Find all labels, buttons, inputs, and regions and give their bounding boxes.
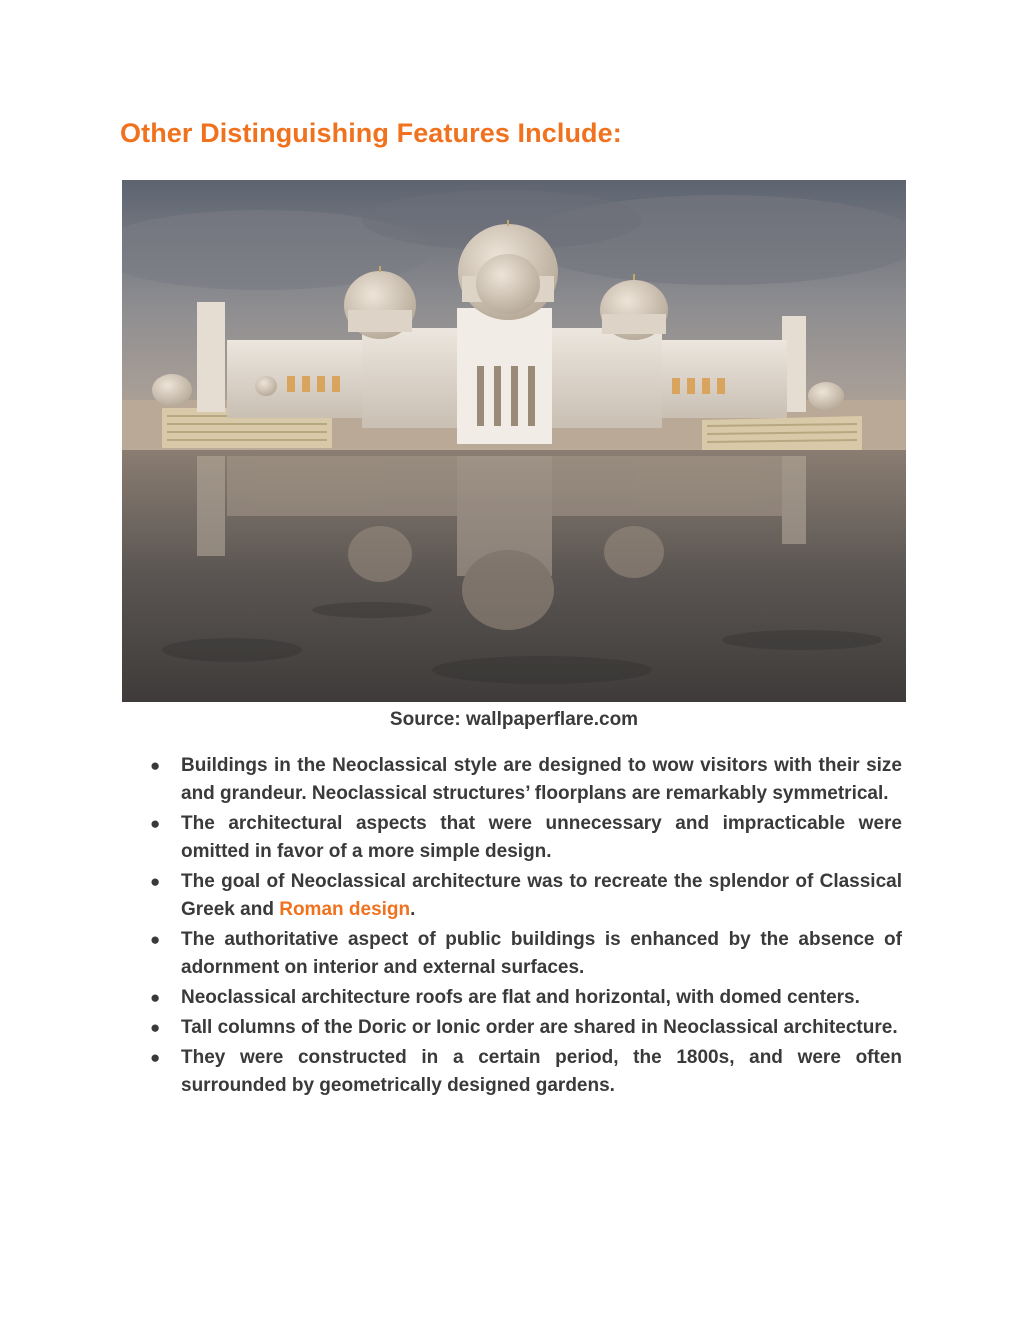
- list-item-text: The authoritative aspect of public buildings is enhanced by the absence of adornment on interior and external surfaces.: [181, 929, 902, 978]
- mosque-illustration: [122, 180, 906, 702]
- list-item-text: Neoclassical architecture roofs are flat and horizontal, with domed centers.: [181, 987, 860, 1008]
- list-item-text: The architectural aspects that were unnecessary and impracticable were omitted in favor of a more simple design.: [181, 813, 902, 862]
- list-item: [150, 752, 902, 808]
- list-item: [150, 1014, 902, 1042]
- bullet-icon: ●: [150, 872, 161, 891]
- list-item-text: Buildings in the Neoclassical style are designed to wow visitors with their size and grandeur. Neoclassical structures’ floorplans are remarkably symmetrical.: [181, 755, 902, 804]
- mosque-photo: [122, 180, 906, 702]
- list-item-text: Tall columns of the Doric or Ionic order are shared in Neoclassical architecture.: [181, 1017, 898, 1038]
- list-item: [150, 868, 902, 924]
- features-list: [150, 752, 902, 1102]
- bullet-icon: ●: [150, 814, 161, 833]
- bullet-icon: ●: [150, 930, 161, 949]
- bullet-icon: ●: [150, 1018, 161, 1037]
- list-item-text: They were constructed in a certain period, the 1800s, and were often surrounded by geometrically designed gardens.: [181, 1047, 902, 1096]
- page-heading: Other Distinguishing Features Include:: [120, 118, 622, 148]
- list-item: [150, 984, 902, 1012]
- bullet-icon: ●: [150, 1048, 161, 1067]
- bullet-icon: ●: [150, 756, 161, 775]
- list-item-text-end: .: [410, 899, 416, 920]
- list-item: [150, 1044, 902, 1100]
- image-caption: Source: wallpaperflare.com: [389, 709, 639, 730]
- list-item: [150, 810, 902, 866]
- list-item-text: The goal of Neoclassical architecture was to recreate the splendor of Classical Greek and: [181, 871, 902, 920]
- list-item: [150, 926, 902, 982]
- bullet-icon: ●: [150, 988, 161, 1007]
- roman-design-link[interactable]: Roman design: [279, 899, 411, 920]
